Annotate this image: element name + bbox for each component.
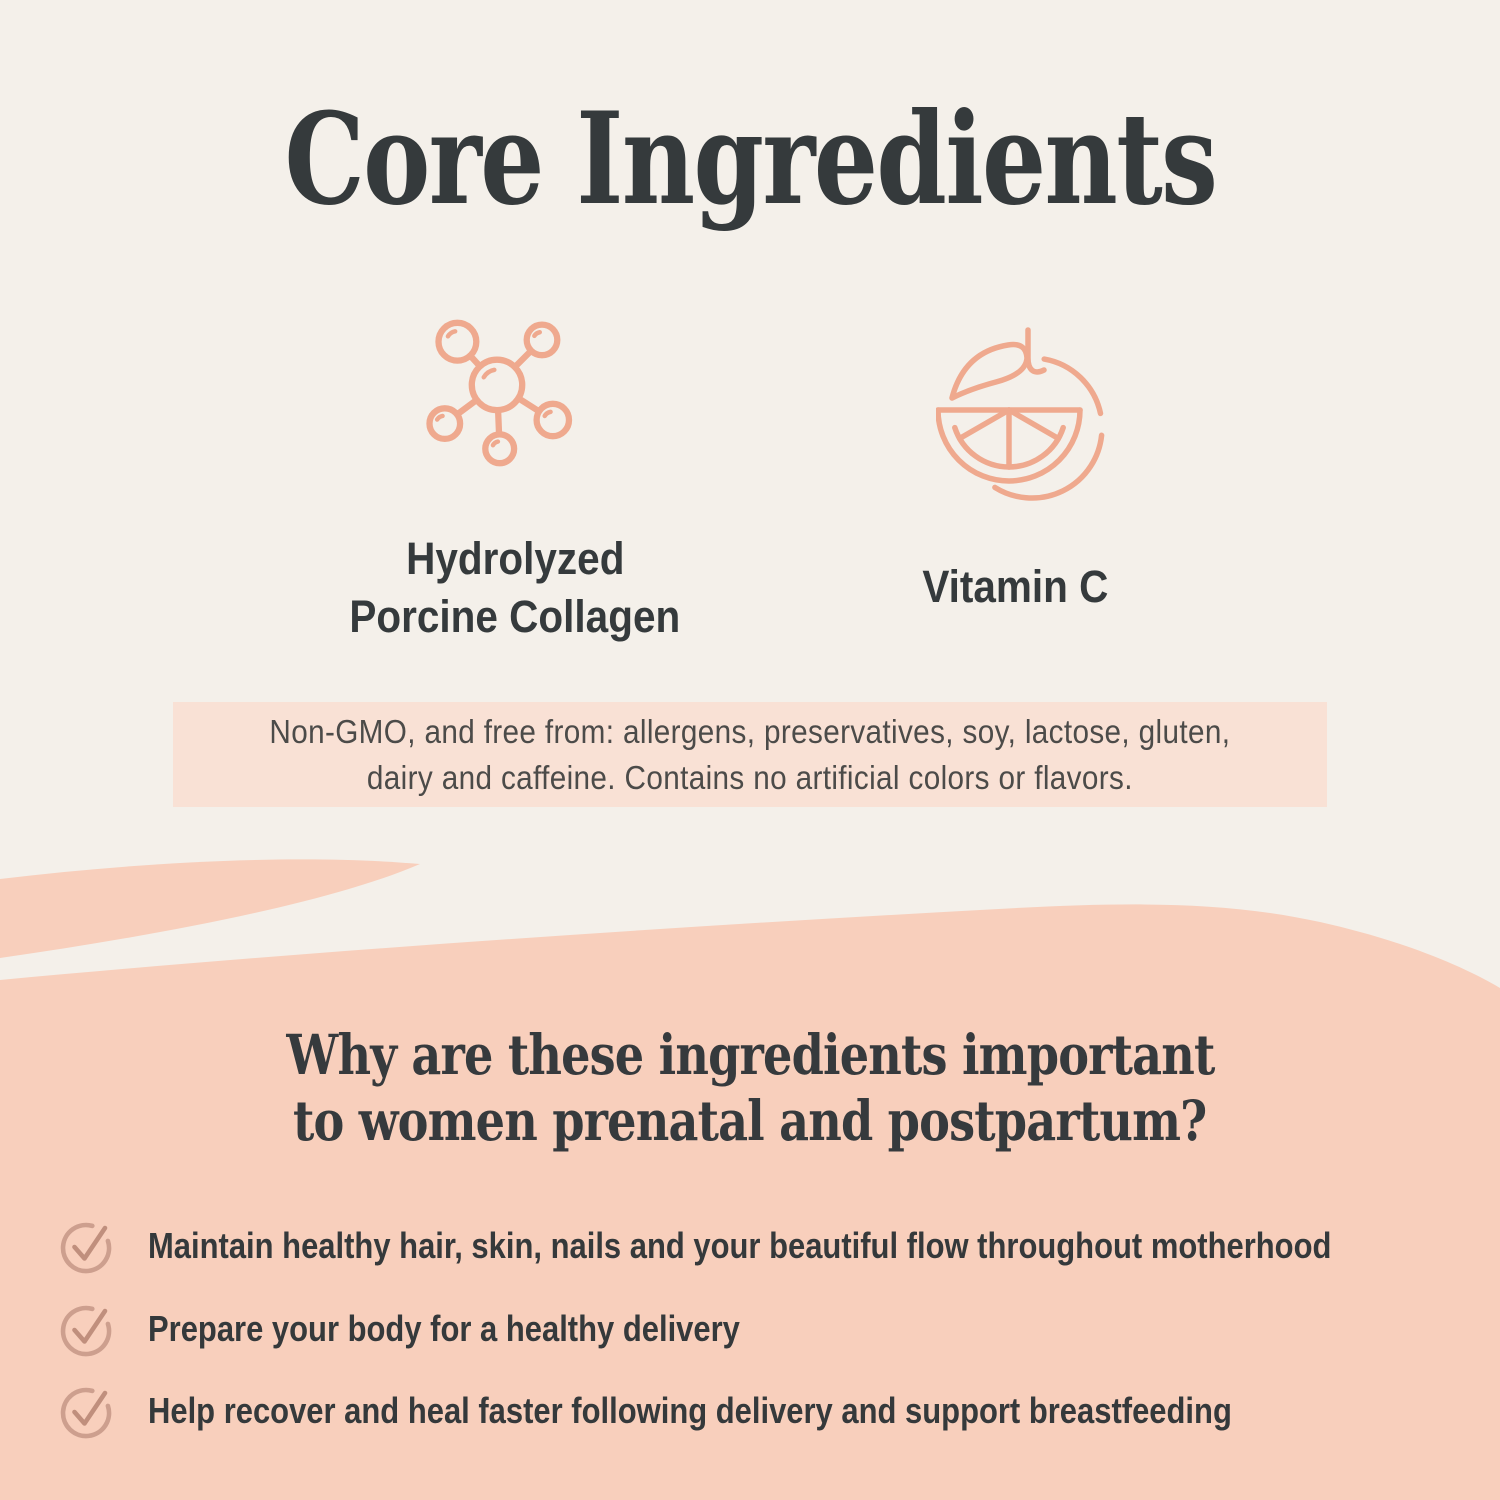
benefit-text: Prepare your body for a healthy delivery [148, 1308, 740, 1349]
benefits-heading: Why are these ingredients important to women prenatal and postpartum? [285, 1022, 1215, 1153]
allergen-info-banner [173, 702, 1327, 807]
orange-icon [936, 318, 1126, 513]
check-icon [58, 1216, 118, 1276]
benefit-item [58, 1298, 1470, 1360]
ingredient-name-vitamin-c: Vitamin C [921, 561, 1109, 612]
benefit-item [58, 1215, 1470, 1277]
page-title: Core Ingredients [284, 85, 1216, 233]
check-icon [58, 1381, 118, 1441]
allergen-info-text: Non-GMO, and free from: allergens, preservatives, soy, lactose, gluten, dairy and caffeine. Contains no artificial colors or flavors. [269, 712, 1231, 796]
molecule-icon [425, 318, 605, 486]
wave-swoosh-accent [0, 859, 420, 958]
benefit-text: Maintain healthy hair, skin, nails and your beautiful flow throughout motherhood [148, 1225, 1332, 1266]
ingredient-name-collagen: Hydrolyzed Porcine Collagen [349, 533, 681, 642]
benefit-text: Help recover and heal faster following delivery and support breastfeeding [148, 1390, 1232, 1431]
benefit-item [58, 1380, 1470, 1442]
check-icon [58, 1299, 118, 1359]
